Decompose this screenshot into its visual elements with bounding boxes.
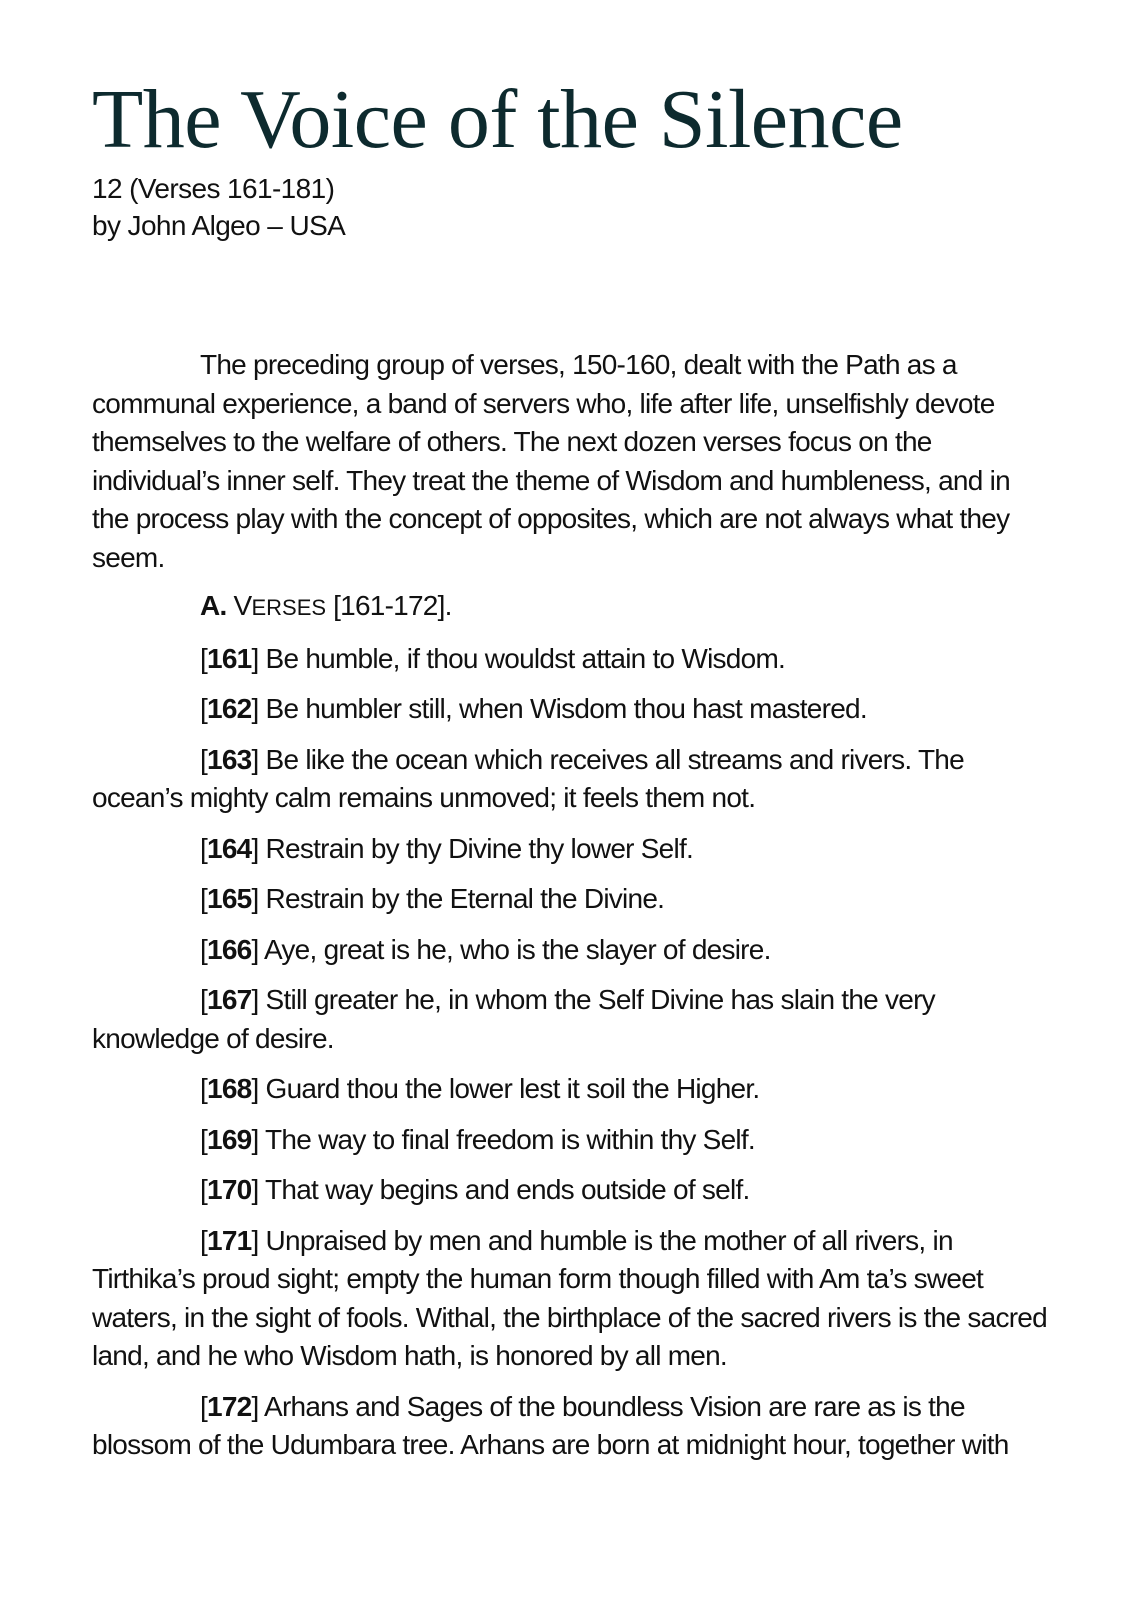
verse-paragraph: [168] Guard thou the lower lest it soil the Higher. [200, 1073, 760, 1104]
verse-paragraph: [162] Be humbler still, when Wisdom thou hast mastered. [200, 693, 867, 724]
verse-number: 168 [207, 1073, 252, 1104]
section-word-rest: ERSES [251, 595, 327, 620]
verse-paragraph: [165] Restrain by the Eternal the Divine. [200, 883, 665, 914]
article-subtitle [92, 170, 1052, 244]
article-part-label: 12 (Verses 161-181) [92, 173, 335, 204]
verse-number: 171 [207, 1224, 252, 1256]
document-page [92, 72, 1052, 1477]
section-heading [92, 587, 1052, 628]
verse-paragraph: [167] Still greater he, in whom the Self Divine has slain the very knowledge of desire. [92, 984, 935, 1054]
article-body [92, 346, 1052, 1465]
article-author: by John Algeo – USA [92, 210, 346, 241]
section-range: [161-172]. [333, 590, 452, 621]
verse-text: Be humble, if thou wouldst attain to Wisdom. [258, 642, 786, 674]
verse-text: Guard thou the lower lest it soil the Higher. [258, 1073, 760, 1104]
intro-paragraph: The preceding group of verses, 150-160, dealt with the Path as a communal experience, a band of servers who, life after life, unselfishly devote themselves to the welfare of others. The next dozen verses focus on the individual’s inner self. They treat the theme of Wisdom and humbleness, and in the process play with the concept of opposites, which are not always what they seem. [92, 349, 1010, 573]
verse-number: 162 [207, 693, 252, 724]
verse-text: Still greater he, in whom the Self Divine has slain the very knowledge of desire. [92, 984, 935, 1054]
verse-paragraph: [169] The way to final freedom is within thy Self. [200, 1123, 755, 1155]
verse-number: 170 [207, 1174, 252, 1205]
verse-number: 163 [207, 743, 252, 775]
verse-paragraph: [163] Be like the ocean which receives all streams and rivers. The ocean’s mighty calm remains unmoved; it feels them not. [92, 743, 964, 813]
verse-text: Unpraised by men and humble is the mother of all rivers, in Tirthika’s proud sight; empty the human form though filled with Am ta’s sweet waters, in the sight of fools. Withal, the birthplace of the sacred rivers is the sacred land, and he who Wisdom hath, is honored by all men. [92, 1224, 1047, 1371]
verse-number: 165 [207, 883, 252, 914]
verse-paragraph: [171] Unpraised by men and humble is the mother of all rivers, in Tirthika’s proud sight; empty the human form though filled with Am ta’s sweet waters, in the sight of fools. Withal, the birthplace of the sacred rivers is the sacred land, and he who Wisdom hath, is honored by all men. [92, 1224, 1047, 1371]
verse-text: Restrain by the Eternal the Divine. [258, 883, 665, 914]
article-title: The Voice of the Silence [92, 73, 903, 166]
verse-text: Be like the ocean which receives all streams and rivers. The ocean’s mighty calm remains unmoved; it feels them not. [92, 743, 964, 813]
section-letter: A. [200, 590, 227, 621]
verse-text: Restrain by thy Divine thy lower Self. [258, 832, 694, 864]
verse-paragraph: [172] Arhans and Sages of the boundless Vision are rare as is the blossom of the Udumbara tree. Arhans are born at midnight hour, together with [92, 1390, 1009, 1460]
verse-number: 166 [207, 933, 252, 965]
verse-paragraph: [161] Be humble, if thou wouldst attain to Wisdom. [200, 642, 786, 674]
verse-text: Arhans and Sages of the boundless Vision are rare as is the blossom of the Udumbara tree. Arhans are born at midnight hour, together with [92, 1390, 1009, 1460]
verse-text: Aye, great is he, who is the slayer of desire. [258, 933, 771, 965]
verse-number: 169 [207, 1123, 252, 1155]
verse-number: 164 [207, 832, 252, 864]
verse-number: 161 [207, 642, 252, 674]
verse-paragraph: [170] That way begins and ends outside of self. [200, 1174, 750, 1205]
verse-text: The way to final freedom is within thy Self. [258, 1123, 755, 1155]
section-word-first: V [233, 590, 252, 621]
verse-text: Be humbler still, when Wisdom thou hast mastered. [258, 693, 867, 724]
verse-paragraph: [164] Restrain by thy Divine thy lower Self. [200, 832, 694, 864]
verse-number: 167 [207, 984, 252, 1015]
verse-text: That way begins and ends outside of self. [258, 1174, 750, 1205]
verse-number: 172 [207, 1390, 252, 1422]
verse-paragraph: [166] Aye, great is he, who is the slayer of desire. [200, 933, 771, 965]
